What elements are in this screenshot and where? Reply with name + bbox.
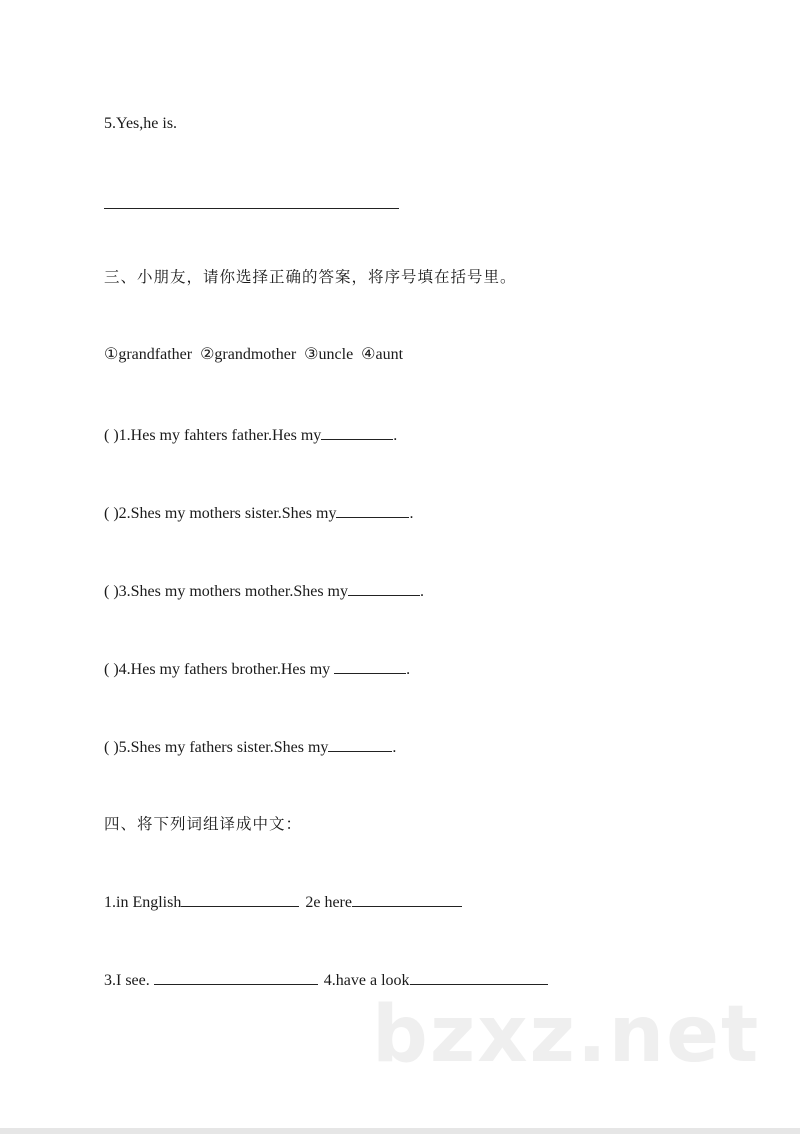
section-3-heading: 三、小朋友，请你选择正确的答案，将序号填在括号里。 — [104, 268, 517, 286]
question-text: ( )3.Shes my mothers mother.Shes my — [104, 583, 348, 600]
phrase-1: 1.in English — [104, 894, 182, 911]
section-4-heading: 四、将下列词组译成中文： — [104, 815, 303, 833]
answer-blank[interactable] — [410, 969, 548, 985]
answer-blank[interactable] — [328, 736, 392, 752]
answer-blank[interactable] — [352, 891, 462, 907]
answer-line[interactable] — [104, 208, 399, 209]
answer-blank[interactable] — [336, 502, 409, 518]
answer-options: ①grandfather ②grandmother ③uncle ④aunt — [104, 346, 404, 363]
choice-question-5: ( )5.Shes my fathers sister.Shes my . — [104, 736, 396, 758]
choice-question-4: ( )4.Hes my fathers brother.Hes my . — [104, 658, 410, 680]
answer-blank[interactable] — [321, 424, 393, 440]
page-bottom-edge — [0, 1128, 800, 1134]
question-text: ( )5.Shes my fathers sister.Shes my — [104, 739, 329, 756]
phrase-4: 4.have a look — [323, 972, 410, 989]
choice-question-1: ( )1.Hes my fahters father.Hes my . — [104, 424, 397, 446]
question-5-text: 5.Yes,he is. — [104, 115, 178, 132]
answer-blank[interactable] — [181, 891, 299, 907]
choice-question-2: ( )2.Shes my mothers sister.Shes my . — [104, 502, 413, 524]
phrase-2: 2e here — [305, 894, 352, 911]
answer-blank[interactable] — [348, 580, 420, 596]
question-text: ( )1.Hes my fahters father.Hes my — [104, 427, 322, 444]
watermark-logo: bzxz.net — [372, 990, 761, 1080]
choice-question-3: ( )3.Shes my mothers mother.Shes my . — [104, 580, 424, 602]
phrase-3: 3.I see. — [104, 972, 154, 989]
answer-blank[interactable] — [334, 658, 406, 674]
translation-row-1 — [104, 891, 462, 913]
answer-blank[interactable] — [154, 969, 318, 985]
translation-row-2 — [104, 969, 548, 991]
question-text: ( )4.Hes my fathers brother.Hes my — [104, 661, 335, 678]
question-text: ( )2.Shes my mothers sister.Shes my — [104, 505, 337, 522]
